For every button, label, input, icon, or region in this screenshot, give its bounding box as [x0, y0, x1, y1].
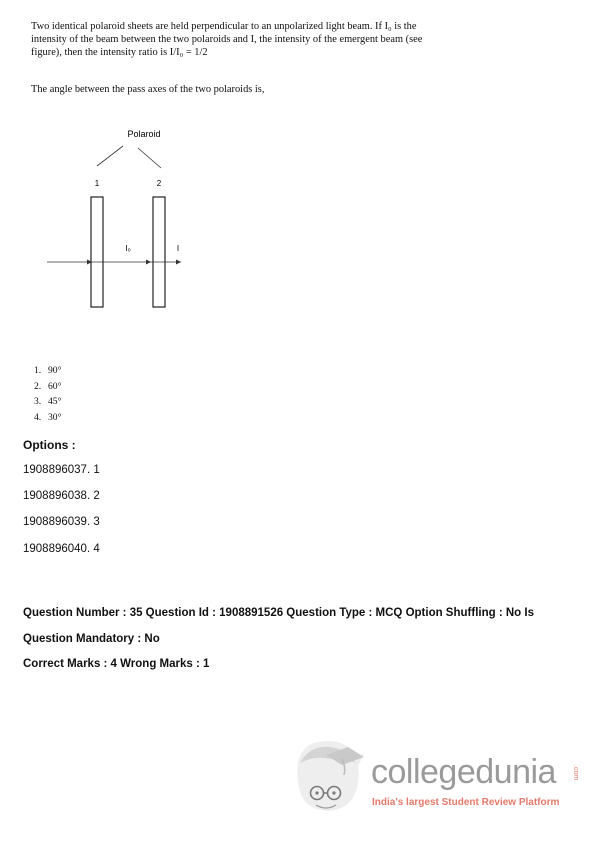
logo-name: collegedunia [371, 753, 556, 791]
question-meta [23, 601, 588, 678]
polaroid-sheet-2 [153, 197, 165, 307]
question-line-1: Two identical polaroid sheets are held perpendicular to an unpolarized light beam. If I₀ is the [31, 21, 417, 32]
choice-number: 4. [34, 411, 42, 423]
polaroid-sheet-1 [91, 197, 103, 307]
beam-arrow-end [176, 260, 181, 265]
question-text [31, 20, 551, 59]
logo-suffix: .com [572, 765, 579, 781]
choice-item [34, 379, 61, 395]
polaroid-label-1: 1 [94, 179, 100, 188]
choice-text: 30° [48, 411, 62, 423]
question-line-2: intensity of the beam between the two polaroids and I, the intensity of the emergent beam (see [31, 34, 423, 45]
beam-arrow-2 [146, 260, 151, 265]
option-item-2: 1908896038. 2 [23, 490, 100, 502]
pointer-line-2 [138, 148, 161, 168]
choice-item [34, 410, 61, 426]
option-item-4: 1908896040. 4 [23, 543, 100, 555]
polaroid-figure [40, 120, 200, 320]
question-prompt: The angle between the pass axes of the two polaroids is, [31, 84, 265, 95]
intensity-i0-label: I₀ [125, 244, 131, 253]
choice-number: 2. [34, 380, 42, 392]
choice-text: 45° [48, 396, 62, 408]
choice-item [34, 363, 61, 379]
intensity-i-label: I [176, 244, 180, 253]
logo-tagline: India's largest Student Review Platform [372, 797, 560, 808]
question-line-3: figure), then the intensity ratio is I/I₀ = 1/2 [31, 47, 208, 58]
choice-text: 60° [48, 380, 62, 392]
meta-line-1: Question Number : 35 Question Id : 1908891526 Question Type : MCQ Option Shuffling : No Is [23, 607, 534, 619]
choice-number: 1. [34, 365, 42, 376]
mascot-icon [290, 733, 370, 828]
pointer-line-1 [97, 146, 123, 166]
option-item-3: 1908896039. 3 [23, 516, 100, 528]
figure-title: Polaroid [127, 129, 161, 139]
meta-line-2: Question Mandatory : No [23, 632, 160, 645]
meta-line-3: Correct Marks : 4 Wrong Marks : 1 [23, 658, 210, 670]
polaroid-label-2: 2 [156, 179, 162, 188]
option-item-1: 1908896037. 1 [23, 464, 100, 476]
choice-text: 90° [48, 365, 62, 376]
collegedunia-logo [290, 733, 590, 828]
options-heading: Options : [23, 438, 76, 452]
answer-choices [34, 363, 61, 425]
choice-number: 3. [34, 396, 42, 408]
choice-item [34, 394, 61, 410]
